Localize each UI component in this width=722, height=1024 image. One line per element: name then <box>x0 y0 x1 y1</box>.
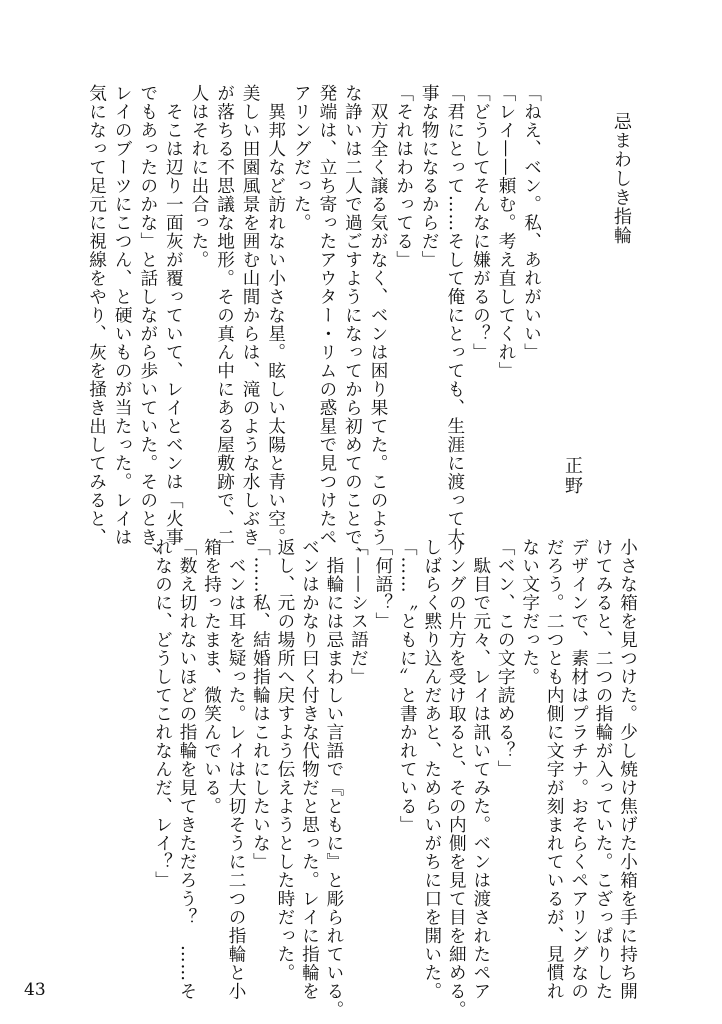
author-name: 正野 <box>562 456 583 496</box>
text-line: 事な物になるからだ」 <box>419 84 440 269</box>
text-line: デザインで、素材はプラチナ。おそらくペアリングなの <box>568 538 589 1001</box>
text-line: 「数え切れないほどの指輪を見てきただろう？ ……そ <box>177 538 198 1001</box>
story-title: 忌まわしき指輪 <box>611 112 632 245</box>
text-line: 箱を持ったまま、微笑んでいる。 <box>201 538 222 816</box>
text-line: が落ちる不思議な地形。その真ん中にある屋敷跡で、二 <box>214 84 235 547</box>
text-line: けてみると、二つの指輪が入っていた。こざっぱりした <box>593 538 614 1001</box>
text-line: 発端は、立ち寄ったアウター・リムの惑星で見つけたペ <box>316 84 337 547</box>
text-line: 「……〝ともに〟と書かれている」 <box>397 538 418 834</box>
text-line: 双方全く譲る気がなく、ベンは困り果てた。このよう <box>368 84 389 547</box>
text-line: な諍いは二人で過ごすようになってから初めてのことで、 <box>342 84 363 565</box>
text-line: 駄目で元々、レイは訊いてみた。ベンは渡されたペア <box>470 538 491 1001</box>
text-line: ベンはかなり曰く付きな代物だと思った。レイに指輪を <box>299 538 320 1001</box>
text-line: 「何語？」 <box>372 538 393 631</box>
text-line: 「ベン、この文字読める？」 <box>495 538 516 779</box>
text-line: 「君にとって……そして俺にとっても、生涯に渡って大 <box>444 84 465 547</box>
text-line: ない文字だった。 <box>519 538 540 686</box>
text-line: 異邦人など訪れない小さな星。眩しい太陽と青い空。 <box>265 84 286 547</box>
text-line: れなのに、どうしてこれなんだ、レイ？」 <box>152 538 173 890</box>
text-line: 返し、元の場所へ戻すよう伝えようとした時だった。 <box>274 538 295 982</box>
text-line: 「——シス語だ」 <box>348 538 369 686</box>
page-number: 43 <box>24 980 46 1000</box>
text-line: 気になって足元に視線をやり、灰を掻き出してみると、 <box>86 84 107 547</box>
text-line: でもあったのかな」と話しながら歩いていた。そのとき、 <box>137 84 158 565</box>
text-line: そこは辺り一面灰が覆っていて、レイとベンは「火事 <box>163 84 184 547</box>
text-line: 「それはわかってる」 <box>393 84 414 269</box>
text-line: 人はそれに出合った。 <box>188 84 209 269</box>
text-line: ベンは耳を疑った。レイは大切そうに二つの指輪と小 <box>226 538 246 1001</box>
text-line: 「ねえ、ベン。私、あれがいい」 <box>521 84 542 362</box>
text-line: リングの片方を受け取ると、その内側を見て目を細める。 <box>446 538 467 1019</box>
text-line: だろう。二つとも内側に文字が刻まれているが、見慣れ <box>544 538 565 1001</box>
text-line: しばらく黙り込んだあと、ためらいがちに口を開いた。 <box>421 538 442 1001</box>
text-line: レイのブーツにこつん、と硬いものが当たった。レイは <box>112 84 133 547</box>
text-line: アリングだった。 <box>291 84 312 232</box>
text-line: 指輪には忌まわしい言語で『ともに』と彫られている。 <box>323 538 344 1019</box>
text-line: 美しい田園風景を囲む山間からは、滝のような水しぶき <box>240 84 261 547</box>
text-line: 「レイ——頼む。考え直してくれ」 <box>496 84 516 380</box>
text-line: 「……私、結婚指輪はこれにしたいな」 <box>250 538 271 871</box>
text-line: 小さな箱を見つけた。少し焼け焦げた小箱を手に持ち開 <box>617 538 638 1001</box>
text-line: 「どうしてそんなに嫌がるの？」 <box>470 84 491 362</box>
